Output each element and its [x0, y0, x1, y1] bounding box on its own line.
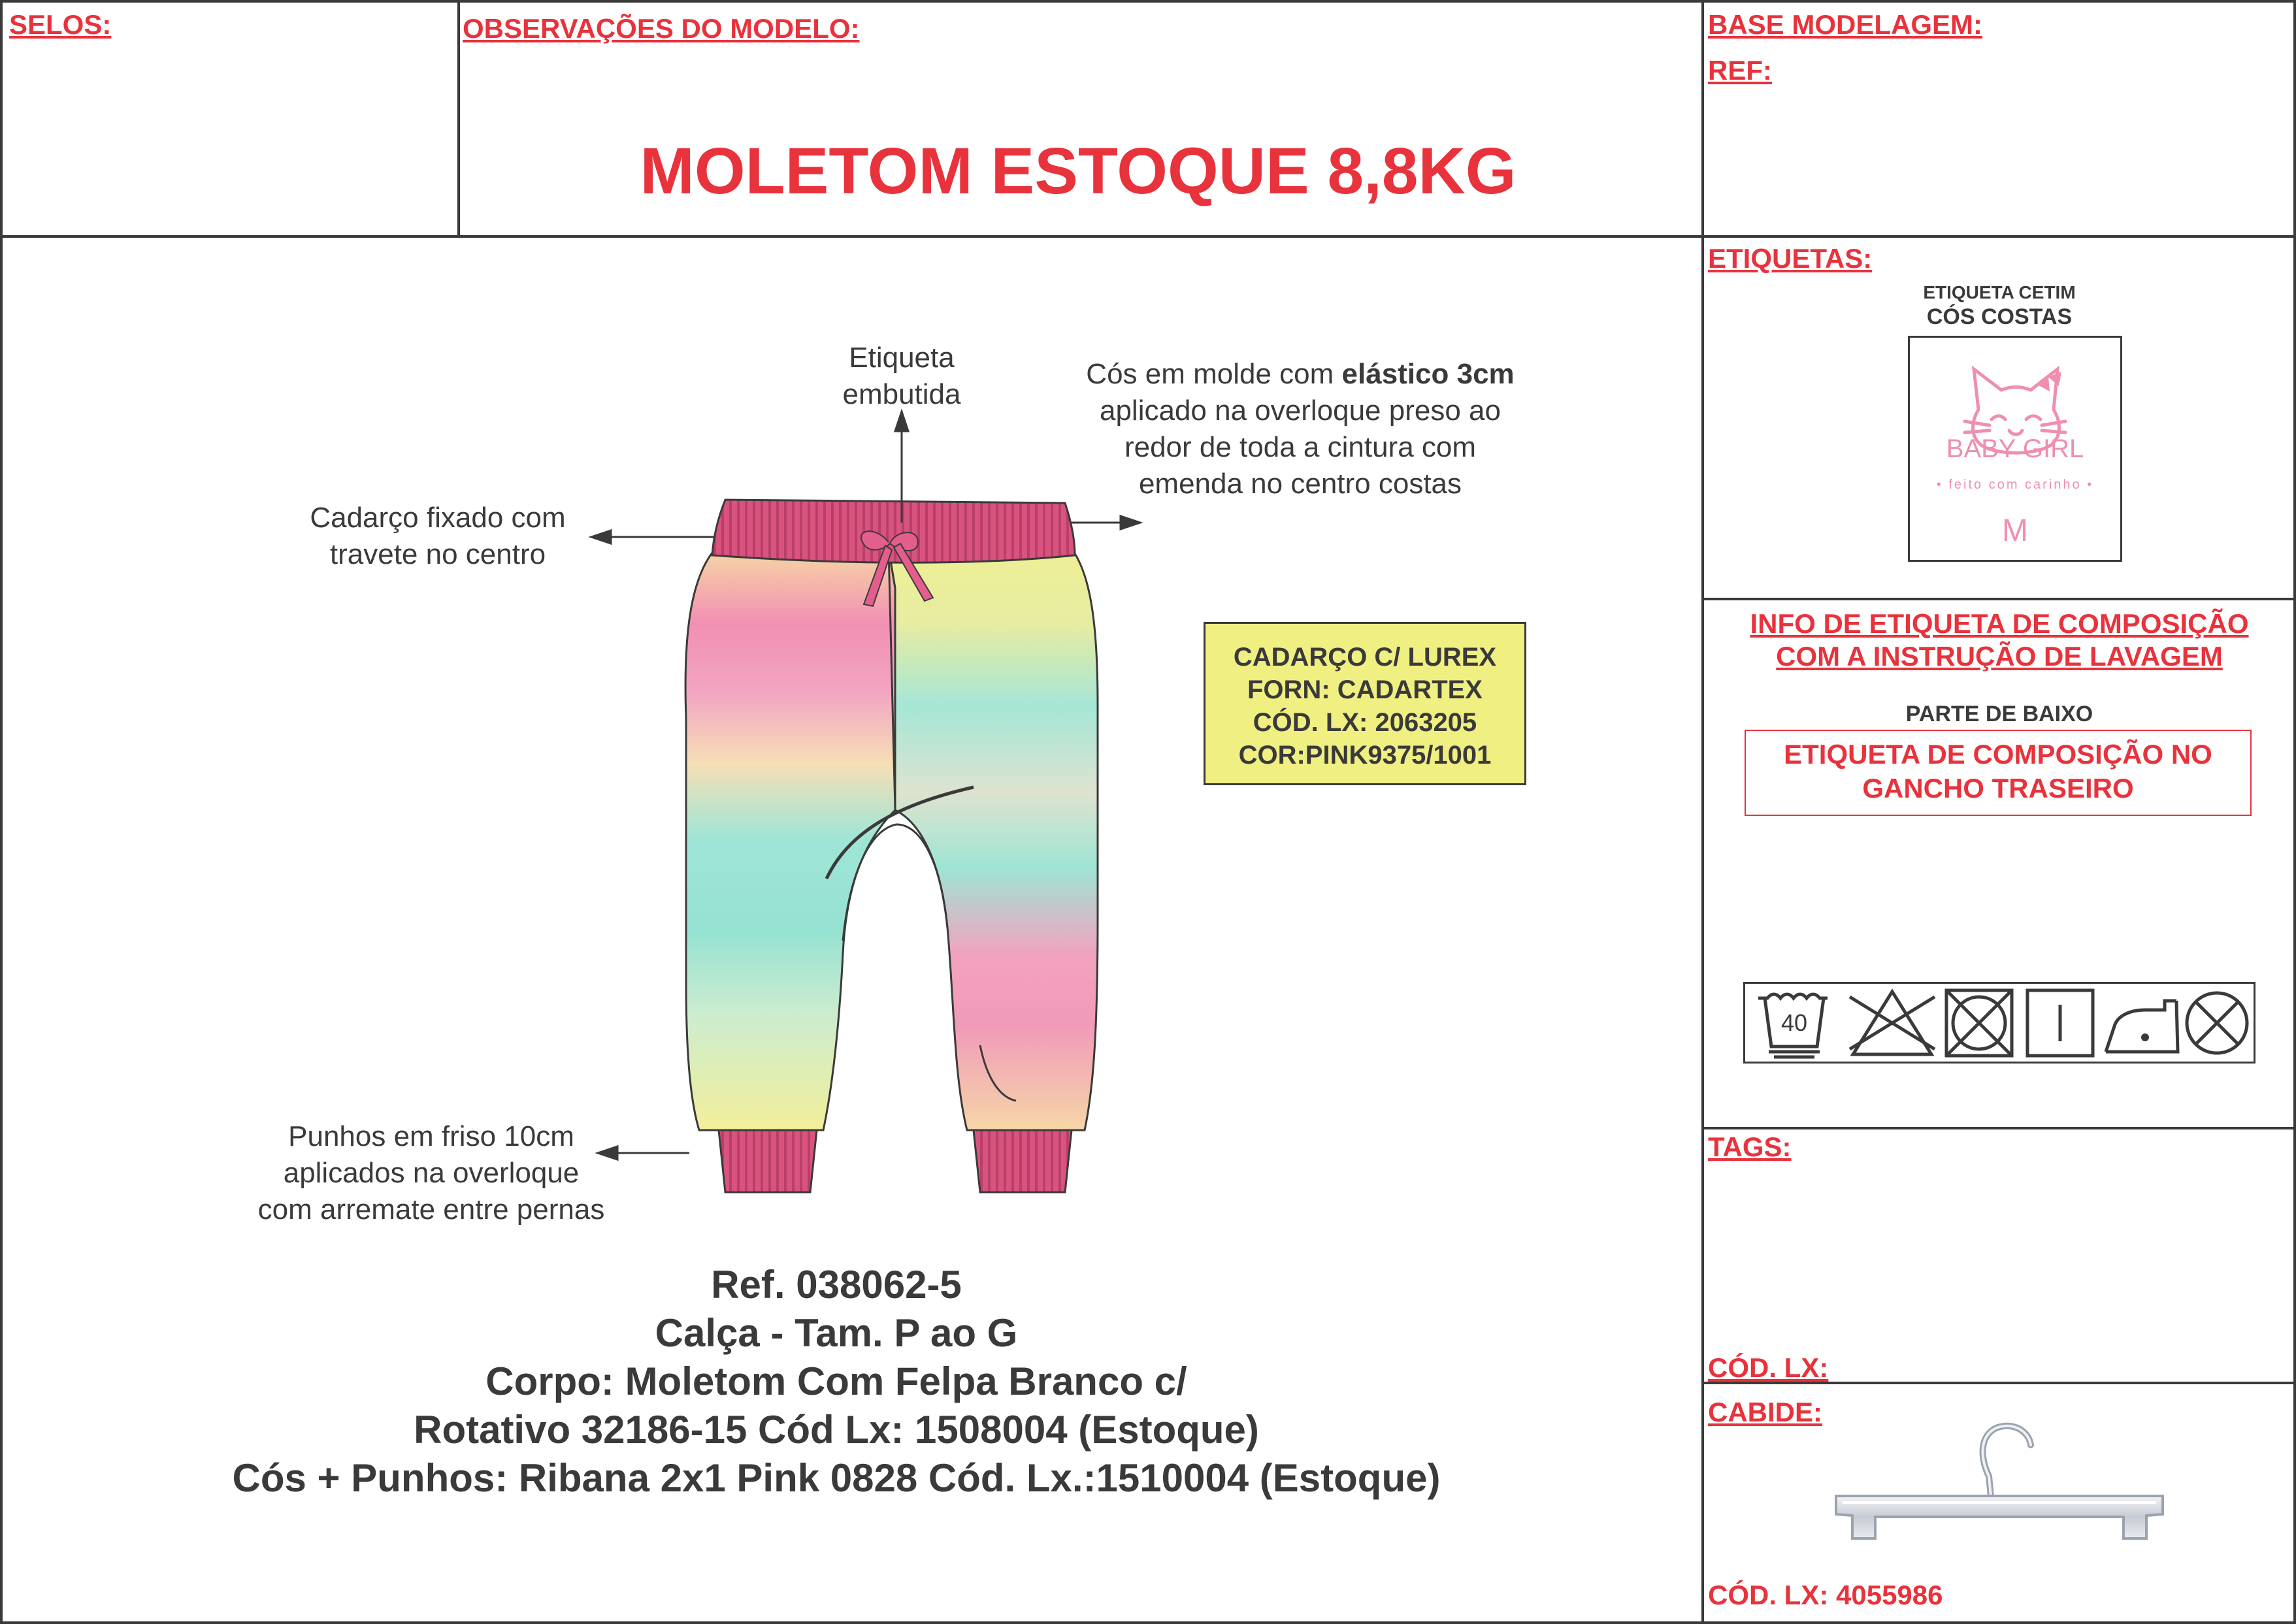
composicao-box-line: GANCHO TRASEIRO: [1862, 773, 2134, 804]
lurex-info-line: FORN: CADARTEX: [1247, 675, 1483, 704]
callout-etiqueta-line: embutida: [842, 378, 961, 410]
callout-cos-line: emenda no centro costas: [1138, 468, 1462, 500]
parte-de-baixo-label: PARTE DE BAIXO: [1905, 702, 2093, 726]
composicao-title-line: COM A INSTRUÇÃO DE LAVAGEM: [1776, 641, 2223, 672]
description-line: Ref. 038062-5: [711, 1263, 962, 1307]
lurex-info-line: COR:PINK9375/1001: [1238, 741, 1492, 770]
lurex-info-box: [1204, 622, 1526, 785]
product-description: [65, 1261, 1607, 1502]
no-bleach-icon: [1850, 992, 1935, 1054]
ref-label: REF:: [1708, 55, 1772, 86]
callout-cos-line: redor de toda a cintura com: [1124, 431, 1477, 463]
observacoes-label: OBSERVAÇÕES DO MODELO:: [463, 13, 860, 44]
label-size: M: [2002, 513, 2028, 548]
composicao-title: [1705, 608, 2293, 673]
callout-etiqueta-line: Etiqueta: [849, 342, 955, 374]
care-symbols-strip: [1743, 982, 2255, 1064]
callout-cadarco-line: Cadarço fixado com: [310, 502, 566, 534]
wash-40-icon: [1758, 994, 1828, 1057]
description-line: Cós + Punhos: Ribana 2x1 Pink 0828 Cód. Lx.:1510004 (Estoque): [232, 1456, 1441, 1500]
callout-punhos-line: com arremate entre pernas: [257, 1194, 605, 1226]
iron-low-icon: [2106, 1001, 2178, 1052]
logo-subtitle: • feito com carinho •: [1936, 478, 2094, 492]
base-modelagem-label: BASE MODELAGEM:: [1708, 9, 1982, 40]
hanger-icon: [1816, 1405, 2182, 1555]
callout-punhos-line: aplicados na overloque: [283, 1157, 580, 1189]
lurex-info-line: CÓD. LX: 2063205: [1253, 708, 1477, 737]
lurex-info-line: CADARÇO C/ LUREX: [1233, 643, 1497, 672]
no-dry-clean-icon: [2187, 993, 2247, 1053]
tags-label: TAGS:: [1708, 1131, 1792, 1162]
etiqueta-cetim-title: ETIQUETA CETIM: [1923, 282, 2076, 302]
callout-cos-line: Cós em molde com elástico 3cm: [1086, 358, 1515, 390]
composicao-title-line: INFO DE ETIQUETA DE COMPOSIÇÃO: [1750, 608, 2249, 639]
description-line: Rotativo 32186-15 Cód Lx: 1508004 (Estoque): [414, 1408, 1259, 1452]
no-tumble-dry-icon: [1946, 990, 2012, 1056]
composicao-box: [1745, 730, 2252, 816]
cabide-cod-label: CÓD. LX: 4055986: [1708, 1580, 1943, 1610]
composicao-box-line: ETIQUETA DE COMPOSIÇÃO NO: [1784, 739, 2212, 770]
etiquetas-label: ETIQUETAS:: [1708, 243, 1873, 274]
selos-label: SELOS:: [9, 9, 112, 40]
callout-cadarco-line: travete no centro: [329, 538, 546, 570]
tags-cod-label: CÓD. LX:: [1708, 1352, 1829, 1383]
logo-text: BABY GIRL: [1946, 434, 2084, 463]
cabide-label: CABIDE:: [1708, 1397, 1822, 1427]
description-line: Calça - Tam. P ao G: [655, 1311, 1018, 1355]
callout-punhos-line: Punhos em friso 10cm: [288, 1120, 574, 1152]
callout-cadarco: [248, 500, 627, 573]
wash-temp-text: 40: [1780, 1009, 1808, 1036]
satin-label-card: [1908, 336, 2122, 562]
callout-cos: [993, 356, 1607, 502]
description-line: Corpo: Moletom Com Felpa Branco c/: [485, 1359, 1187, 1403]
line-dry-icon: [2027, 990, 2093, 1056]
callout-punhos: [216, 1118, 647, 1228]
callout-cos-line: aplicado na overloque preso ao: [1099, 395, 1501, 427]
model-title: MOLETOM ESTOQUE 8,8KG: [640, 135, 1517, 208]
etiqueta-cetim-subtitle: CÓS COSTAS: [1926, 304, 2073, 329]
